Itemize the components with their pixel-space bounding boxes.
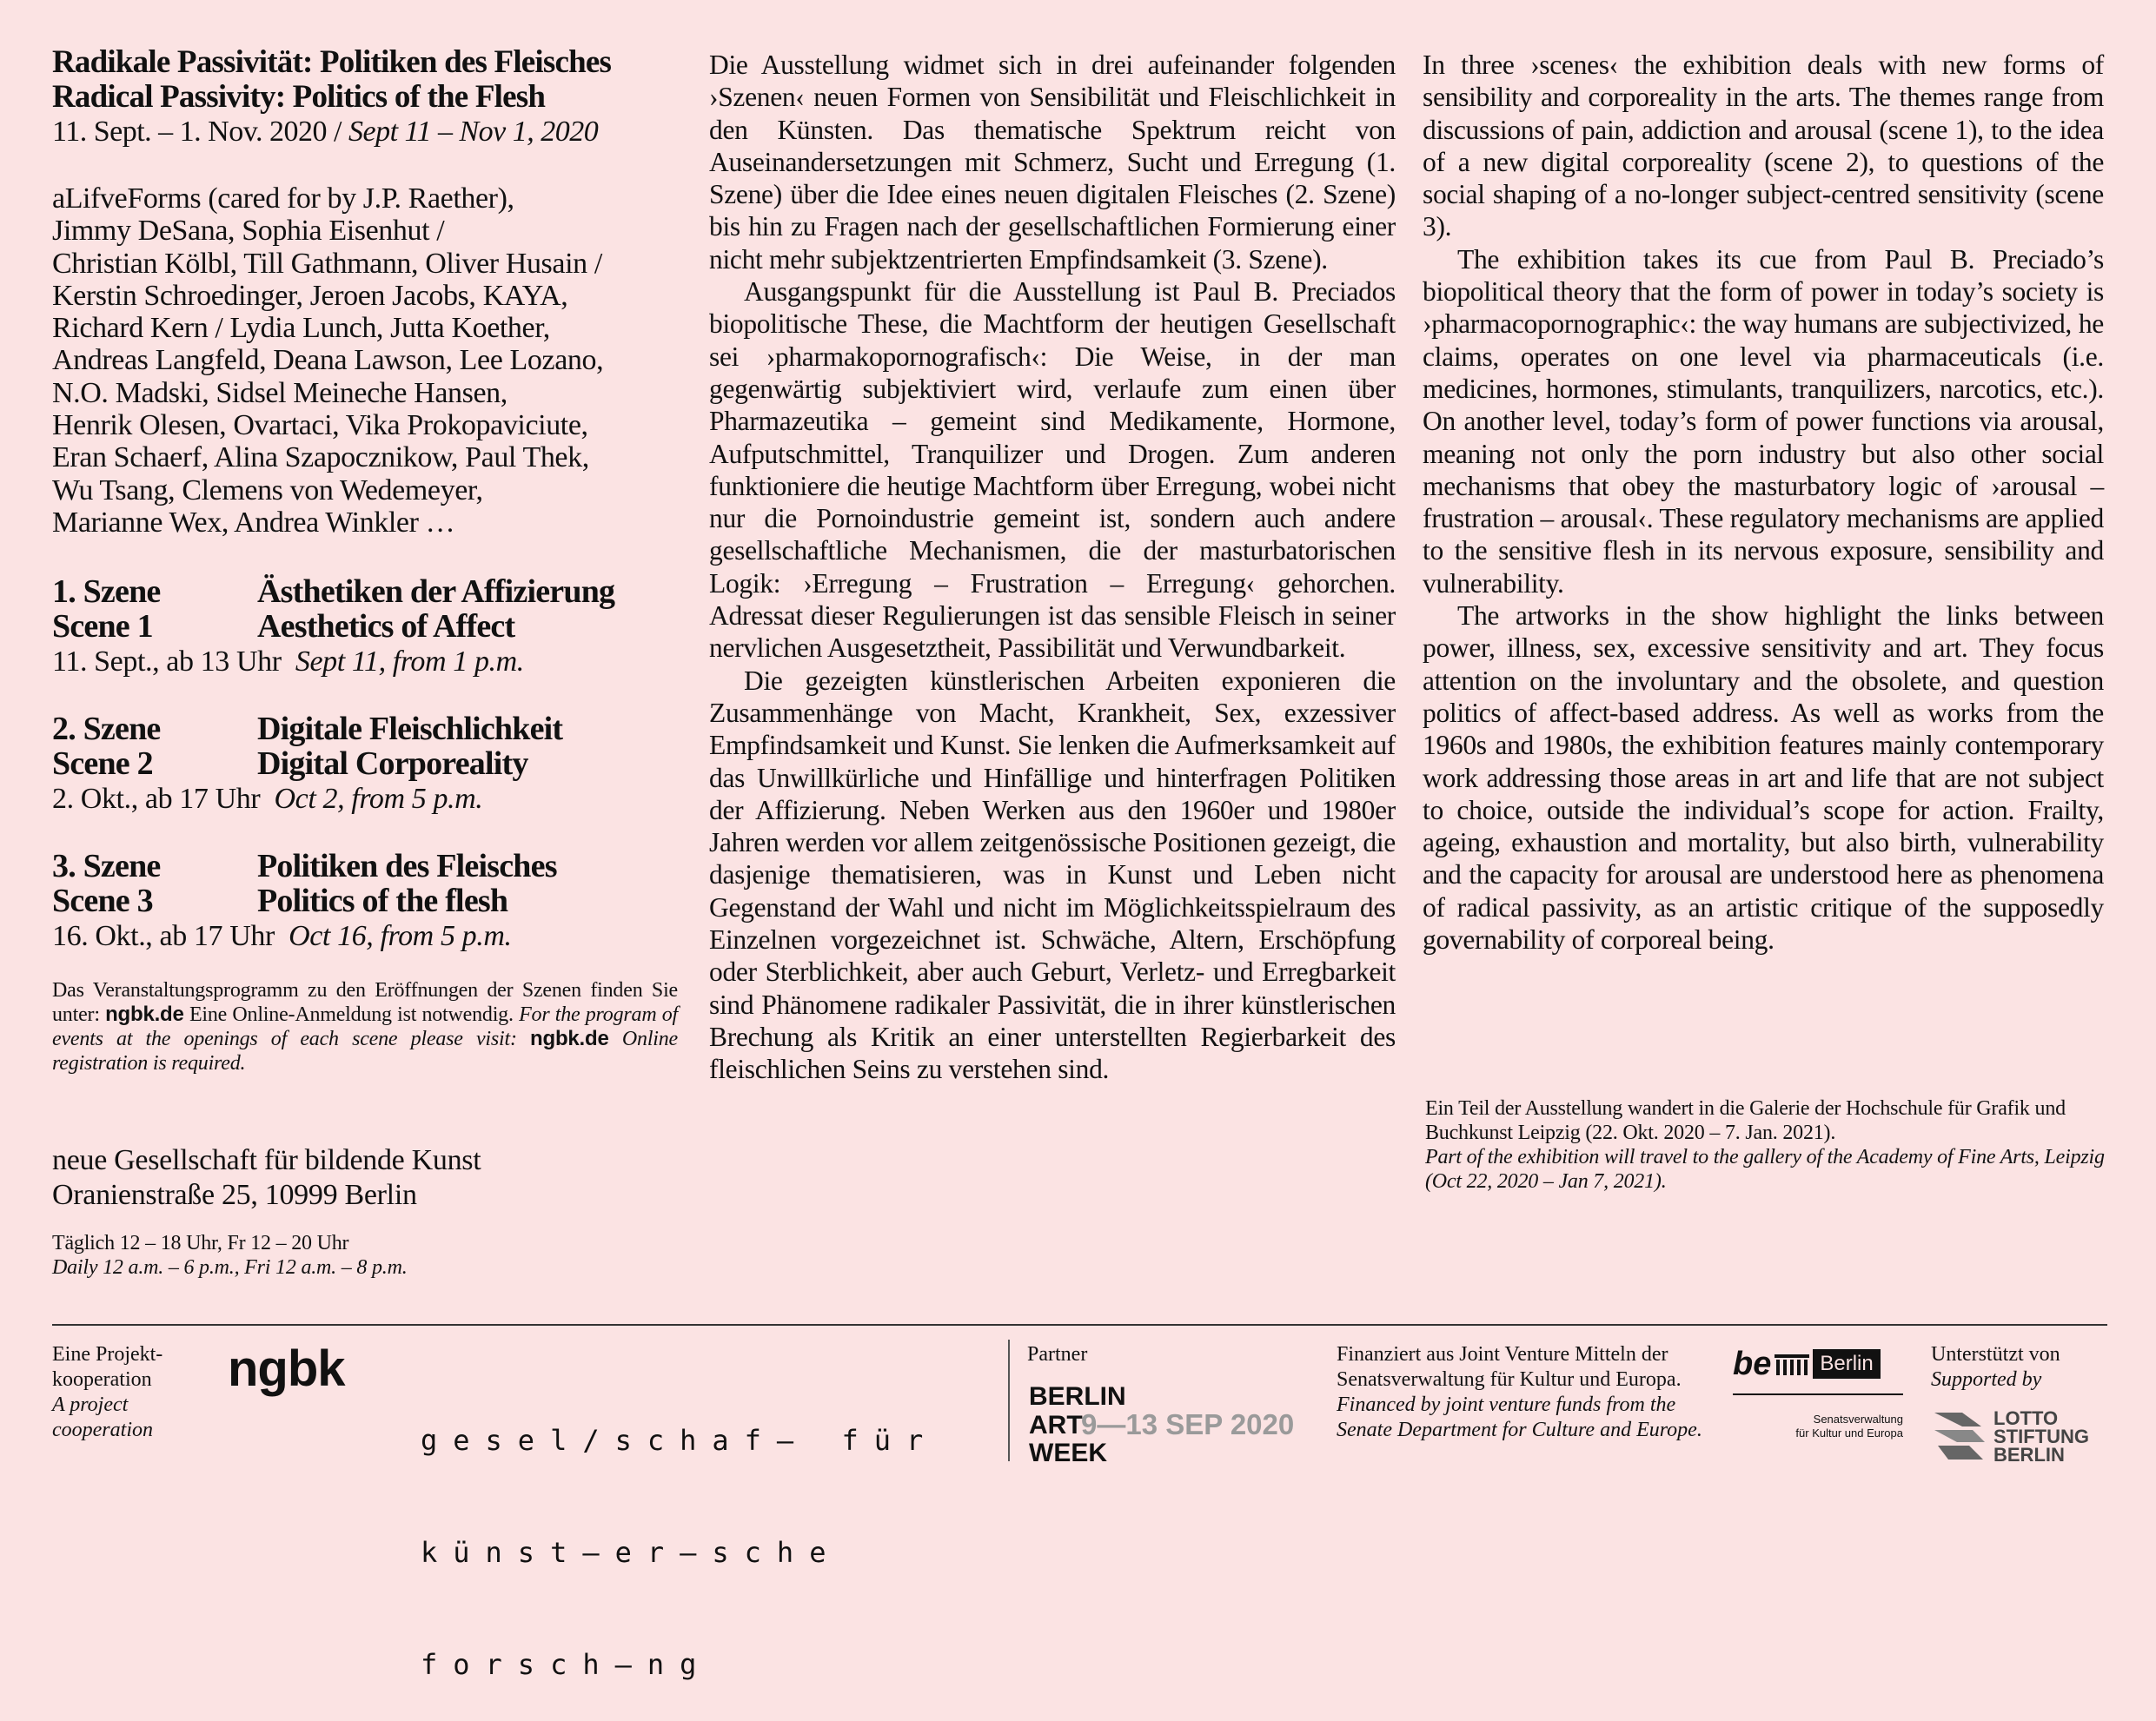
senat-line: für Kultur und Europa [1795,1426,1903,1440]
scene-date-english: Sept 11, from 1 p.m. [295,645,524,678]
german-paragraph: Die Ausstellung widmet sich in drei aufeinander folgenden ›Szenen‹ neuen Formen von Sensibilität und Fleischlichkeit in den Künsten. Das thematische Spektrum reicht von Auseinandersetzungen mit Schmerz, Sucht und Erregung (1. Szene) über die Idee eines neuen digitalen Fleisches (2. Szene) bis hin zu Fragen nach der gesellschaftlichen Formierung einer nicht mehr subjektzentrierten Empfindsamkeit (3. Szene). [709,50,1396,275]
venue-street: Oranienstraße 25, 10999 Berlin [52,1179,417,1211]
artist-line: Eran Schaerf, Alina Szapocznikow, Paul Thek, [52,441,589,474]
artist-line: Jimmy DeSana, Sophia Eisenhut / [52,215,445,248]
brandenburg-gate-icon [1773,1351,1811,1377]
artist-list [52,182,695,539]
gfk-logo-line: gesel/schaf– für [421,1424,939,1457]
scene-title-german: Politiken des Fleisches [257,848,557,884]
senat-line: Senatsverwaltung [1813,1413,1903,1426]
artist-line: Christian Kölbl, Till Gathmann, Oliver Husain / [52,247,602,280]
supported-by [1931,1342,2060,1393]
program-note [52,978,678,1076]
title-english: Radical Passivity: Politics of the Flesh [52,79,546,115]
title-german: Radikale Passivität: Politiken des Fleisches [52,44,612,80]
gfk-logo-line: künst—er–sche [421,1536,842,1569]
scene-number-german: 2. Szene [52,711,161,747]
artist-line: Wu Tsang, Clemens von Wedemeyer, [52,473,483,506]
artist-line: Marianne Wex, Andrea Winkler … [52,506,455,539]
venue-address [52,1143,713,1213]
funding-english: Financed by joint venture funds from the Senate Department for Culture and Europe. [1337,1393,1702,1441]
supported-german: Unterstützt von [1931,1343,2060,1366]
dates-english: Sept 11 – Nov 1, 2020 [348,116,599,148]
opening-hours [52,1231,713,1280]
scene-number-german: 1. Szene [52,573,161,610]
scene-title-english: Aesthetics of Affect [257,608,515,645]
funding-note [1337,1342,1719,1443]
scene-title-english: Digital Corporeality [257,745,528,782]
baw-line: BERLIN [1029,1382,1126,1411]
english-paragraph: The exhibition takes its cue from Paul B. Preciado’s biopolitical theory that the form of power in today’s society is ›pharmacopornographic‹: the way humans are subjectivized, he claims, operates on one level via pharmaceuticals (i.e. medicines, hormones, stimulants, tranquilizers, narcotics, etc.). On another level, today’s form of power functions via arousal, meaning not only the porn industry but also other social mechanisms that obey the masturbatory logic of ›arousal – frustration – arousal‹. These regulatory mechanisms are applied to the sensitive flesh in its nervous exposure, sensibility and vulnerability. [1423,243,2104,599]
travel-note-german: Ein Teil der Ausstellung wandert in die Galerie der Hochschule für Grafik und Buchkunst Leipzig (22. Okt. 2020 – 7. Jan. 2021). [1425,1097,2066,1144]
german-paragraph: Ausgangspunkt für die Ausstellung ist Paul B. Preciados biopolitische These, die Machtform der heutigen Gesellschaft sei ›pharmakopornografisch‹: Die Weise, in der man gegenwärtig subjektiviert wird, verlaufe zum einen über Pharmazeutika – gemeint sind Medikamente, Hormone, Aufputschmittel, Tranquilizer und Drogen. Zum anderen funktioniere die heutige Machtform über Erregung, wobei nicht nur die Pornoindustrie gemeint ist, sondern auch andere gesellschaftliche Mechanismen, die der masturbatorischen Logik: ›Erregung – Frustration – Erregung‹ gehorchen. Adressat dieser Regulierungen ist das sensible Fleisch in seiner nervlichen Ausgesetztheit, Passibilität und Verwundbarkeit. [709,276,1396,664]
lotto-line: BERLIN [1993,1443,2065,1466]
baw-line: WEEK [1029,1439,1107,1467]
lotto-emblem-icon [1931,1407,1988,1465]
scene-title-german: Digitale Fleischlichkeit [257,711,563,747]
scene-date-english: Oct 16, from 5 p.m. [289,920,512,952]
hours-english: Daily 12 a.m. – 6 p.m., Fri 12 a.m. – 8 p.m. [52,1256,408,1279]
gfk-logo [421,1347,939,1721]
scene-date-german: 2. Okt., ab 17 Uhr [52,783,261,815]
exhibition-dates [52,115,713,149]
footer-divider [52,1324,2107,1326]
scene-2 [52,712,695,817]
baw-line: ART [1029,1410,1083,1440]
artist-line: Kerstin Schroedinger, Jeroen Jacobs, KAYA, [52,279,568,312]
partner-label: Partner [1027,1343,1088,1366]
artist-line: N.O. Madski, Sidsel Meineche Hansen, [52,376,507,409]
scene-date-english: Oct 2, from 5 p.m. [274,783,483,815]
scene-title-german: Ästhetiken der Affizierung [257,573,615,610]
scene-1 [52,574,695,680]
german-paragraph: Die gezeigten künstlerischen Arbeiten exponieren die Zusammenhänge von Macht, Krankheit, Sex, exzessiver Empfindsamkeit und Kunst. Sie lenken die Aufmerksamkeit auf das Unwillkürliche und Hinfällige und hinterfragen Politiken der Affizierung. Neben Werken aus den 1960er und 1980er Jahren werden vor allem zeitgenössische Positionen gezeigt, die dasjenige thematisieren, was in Kunst und Leben nicht Gegenstand der Wahl und nicht im Möglichkeitsspielraum des Einzelnen vorgezeichnet ist. Schwäche, Altern, Erschöpfung oder Sterblichkeit, aber auch Geburt, Verletz- und Erregbarkeit sind Phänomene radikaler Passivität, die in ihrer künstlerischen Brechung als Kritik an einer unterstellten Regierbarkeit des fleischlichen Seins zu verstehen sind. [709,665,1396,1085]
be-logo: be [1733,1346,1772,1382]
berlin-art-week-logo [1029,1382,1295,1467]
artist-line: Richard Kern / Lydia Lunch, Jutta Koether, [52,312,550,345]
ngbk-link[interactable]: ngbk.de [530,1027,609,1050]
lotto-line: STIFTUNG [1993,1425,2089,1447]
scene-title-english: Politics of the flesh [257,883,508,919]
scene-date-german: 11. Sept., ab 13 Uhr [52,645,282,678]
gfk-logo-line: forsch–ng [421,1648,713,1681]
program-note-english: For the program of events at the openings of each scene please visit: [52,1003,678,1050]
dates-german: 11. Sept. – 1. Nov. 2020 / [52,116,348,148]
venue-name: neue Gesellschaft für bildende Kunst [52,1144,481,1176]
scene-number-german: 3. Szene [52,848,161,884]
artist-line: Andreas Langfeld, Deana Lawson, Lee Lozano, [52,344,604,377]
hours-german: Täglich 12 – 18 Uhr, Fr 12 – 20 Uhr [52,1232,349,1254]
travel-note-english: Part of the exhibition will travel to the gallery of the Academy of Fine Arts, Leipzig (Oct 22, 2020 – Jan 7, 2021). [1425,1146,2105,1193]
baw-dates: 9—13 SEP 2020 [1081,1408,1295,1440]
english-text [1423,49,2104,956]
english-paragraph: In three ›scenes‹ the exhibition deals with new forms of sensibility and corporeality in the arts. The themes range from discussions of pain, addiction and arousal (scene 1), to the idea of a new digital corporeality (scene 2), to questions of the social shaping of a no-longer subject-centred sensitivity (scene 3). [1423,50,2104,242]
funding-german: Finanziert aus Joint Venture Mitteln der Senatsverwaltung für Kultur und Europa. [1337,1343,1682,1391]
scene-number-english: Scene 2 [52,745,153,782]
cooperation-english: A project cooperation [52,1393,153,1441]
scene-number-english: Scene 3 [52,883,153,919]
berlin-logo: Berlin [1813,1349,1880,1379]
artist-line: Henrik Olesen, Ovartaci, Vika Prokopaviciute, [52,409,588,442]
travel-note [1425,1096,2120,1194]
scene-3 [52,849,695,955]
scene-number-english: Scene 1 [52,608,153,645]
project-cooperation [52,1342,200,1443]
cooperation-german: Eine Projekt-kooperation [52,1343,163,1391]
english-paragraph: The artworks in the show highlight the links between power, illness, sex, excessive sensitivity and art. They focus attention on the involuntary and the obsolete, and question politics of affect-based address. As well as works from the 1960s and 1980s, the exhibition features mainly contemporary work addressing those areas in art and life that are not subject to choice, outside the individual’s scope for action. Frailty, ageing, exhaustion and mortality, but also birth, vulnerability and the capacity for arousal are understood here as phenomena of radical passivity, as an artistic critique of the supposedly governability of corporeal being. [1423,600,2104,956]
footer-vertical-divider [1008,1340,1010,1461]
supported-english: Supported by [1931,1368,2042,1391]
senat-berlin-logo [1733,1347,1907,1440]
lotto-stiftung-logo [1931,1407,2089,1465]
program-note-english-2: Online registration is required. [52,1028,679,1075]
scene-date-german: 16. Okt., ab 17 Uhr [52,920,275,952]
lotto-line: LOTTO [1993,1407,2059,1429]
program-note-german-2: Eine Online-Anmeldung ist notwendig. [183,1003,520,1026]
ngbk-logo: ngbk [228,1340,345,1397]
program-note-german: Das Veranstaltungsprogramm zu den Eröffnungen der Szenen finden Sie unter: [52,979,678,1026]
left-column [52,45,713,149]
artist-line: aLifveForms (cared for by J.P. Raether), [52,182,514,215]
ngbk-link[interactable]: ngbk.de [105,1003,184,1026]
german-text [709,49,1396,1086]
